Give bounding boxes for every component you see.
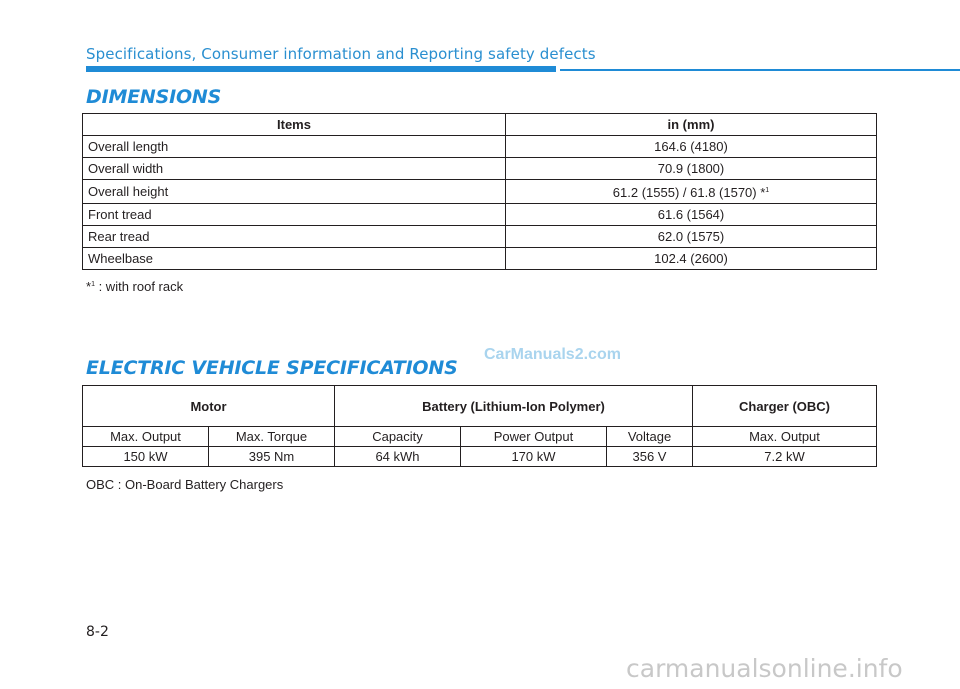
value-cell: 61.6 (1564) (506, 204, 877, 226)
header-rule-thin (560, 69, 960, 71)
group-header-motor: Motor (83, 386, 335, 427)
item-cell: Overall length (83, 136, 506, 158)
item-cell: Overall height (83, 180, 506, 204)
table-header-row (83, 114, 877, 136)
page-number: 8-2 (86, 624, 109, 640)
section-header-title: Specifications, Consumer information and Reporting safety defects (86, 45, 596, 63)
subheader-cell: Max. Output (83, 427, 209, 447)
footnote-star: * (86, 279, 92, 294)
dimensions-title: DIMENSIONS (86, 86, 222, 108)
value-cell: 356 V (607, 447, 693, 467)
group-header-charger: Charger (OBC) (693, 386, 877, 427)
value-text: 61.2 (1555) / 61.8 (1570) * (612, 185, 766, 200)
value-cell: 164.6 (4180) (506, 136, 877, 158)
value-cell: 70.9 (1800) (506, 158, 877, 180)
subheader-row (83, 427, 877, 447)
values-row (83, 447, 877, 467)
dimensions-table (82, 113, 877, 270)
subheader-cell: Max. Torque (209, 427, 335, 447)
watermark-text: CarManuals2.com (484, 346, 621, 363)
item-cell: Wheelbase (83, 248, 506, 270)
source-url-watermark: carmanualsonline.info (626, 654, 903, 683)
table-row (83, 204, 877, 226)
value-cell: 102.4 (2600) (506, 248, 877, 270)
table-row (83, 136, 877, 158)
header-rule-thick (86, 66, 556, 72)
group-header-row (83, 386, 877, 427)
value-cell: 62.0 (1575) (506, 226, 877, 248)
subheader-cell: Voltage (607, 427, 693, 447)
value-cell: 64 kWh (335, 447, 461, 467)
item-cell: Front tread (83, 204, 506, 226)
value-cell: 150 kW (83, 447, 209, 467)
table-row (83, 248, 877, 270)
ev-specs-table (82, 385, 877, 467)
subheader-cell: Capacity (335, 427, 461, 447)
table-row (83, 158, 877, 180)
dimensions-footnote (86, 279, 183, 294)
obc-note: OBC : On-Board Battery Chargers (86, 477, 284, 492)
footnote-mark: 1 (91, 281, 95, 288)
item-cell: Rear tread (83, 226, 506, 248)
value-cell: 395 Nm (209, 447, 335, 467)
footnote-mark: 1 (765, 187, 770, 194)
footnote-text: : with roof rack (94, 279, 184, 294)
group-header-battery: Battery (Lithium-Ion Polymer) (335, 386, 693, 427)
table-row (83, 180, 877, 204)
subheader-cell: Max. Output (693, 427, 877, 447)
subheader-cell: Power Output (461, 427, 607, 447)
value-cell: 170 kW (461, 447, 607, 467)
item-cell: Overall width (83, 158, 506, 180)
value-cell: 7.2 kW (693, 447, 877, 467)
column-header-items: Items (83, 114, 506, 136)
table-row (83, 226, 877, 248)
column-header-value: in (mm) (506, 114, 877, 136)
ev-specs-title: ELECTRIC VEHICLE SPECIFICATIONS (86, 357, 458, 379)
value-cell (506, 180, 877, 204)
